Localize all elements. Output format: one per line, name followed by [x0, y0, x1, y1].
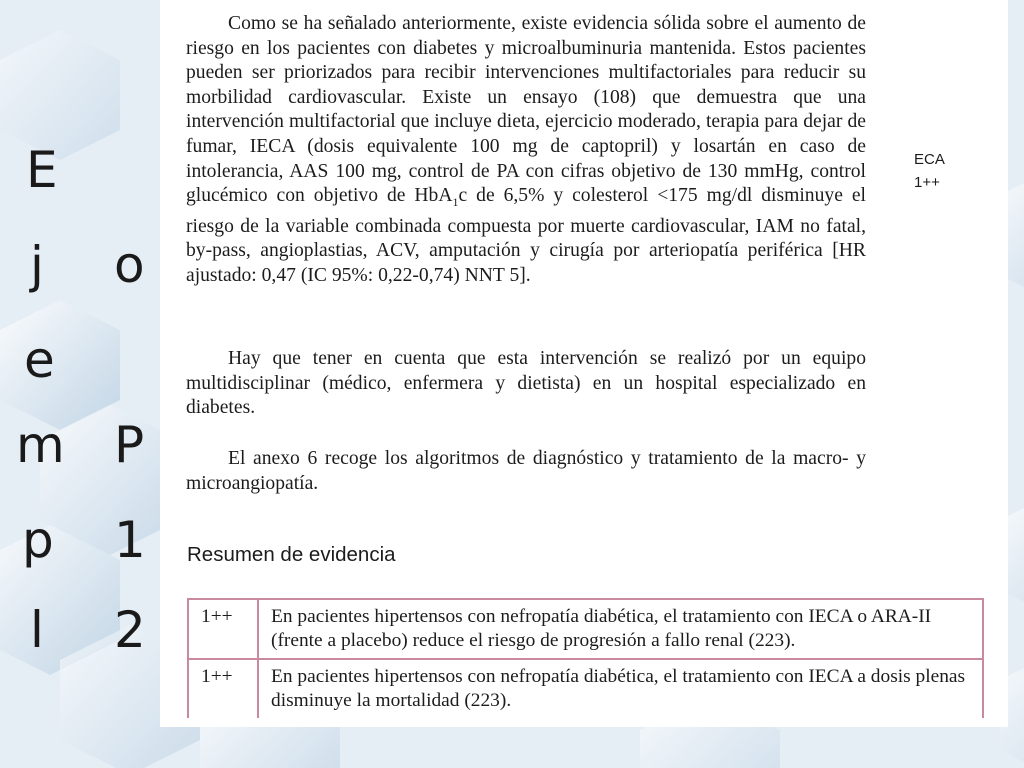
paragraph-annex: El anexo 6 recoge los algoritmos de diagnóstico y tratamiento de la macro- y microangiopatía. — [186, 448, 866, 494]
subscript: 1 — [452, 195, 459, 210]
paragraph-text: Como se ha señalado anteriormente, existe evidencia sólida sobre el aumento de riesgo en los pacientes con diabetes y microalbuminuria mantenida. Estos pacientes pueden ser priorizados para recibir intervenciones multifactoriales para reducir su morbilidad cardiovascular. Existe un ensayo (108) que demuestra que una intervención multifactorial que incluye dieta, ejercicio moderado, terapia para dejar de fumar, IECA (dosis equivalente 100 mg de captopril) y losartán en caso de intolerancia, AAS 100 mg, control de PA con cifras objetivo de 130 mmHg, control glucémico con objetivo de HbA — [186, 13, 866, 207]
summary-title: Resumen de evidencia — [187, 543, 396, 566]
paragraph-team: Hay que tener en cuenta que esta intervención se realizó por un equipo multidisciplinar (médico, enfermera y dietista) en un hospital especializado en diabetes. — [186, 348, 866, 419]
document-page — [160, 0, 1008, 727]
side-letter: P — [114, 416, 145, 474]
evidence-text: En pacientes hipertensos con nefropatía diabética, el tratamiento con IECA o ARA-II (frente a placebo) reduce el riesgo de progresión a fallo renal (223). — [258, 599, 983, 659]
side-letter: e — [24, 331, 55, 389]
evidence-level: 1++ — [188, 659, 258, 718]
evidence-level-box — [912, 148, 945, 194]
paragraph-text: c de 6,5% y colesterol <175 mg/dl disminuye el riesgo de la variable combinada compuesta por muerte cardiovascular, IAM no fatal, by-pass, angioplastias, ACV, amputación y cirugía por arteriopatía periférica [HR ajustado: 0,47 (IC 95%: 0,22-0,74) NNT 5]. — [186, 185, 866, 286]
side-letter: m — [16, 416, 65, 474]
side-letter: E — [26, 141, 58, 199]
table-row — [188, 599, 983, 659]
evidence-table — [187, 598, 984, 718]
evidence-level: 1++ — [188, 599, 258, 659]
side-letter: 1 — [114, 511, 146, 569]
side-letter: 2 — [114, 601, 146, 659]
eca-label: ECA — [914, 151, 945, 168]
table-row — [188, 659, 983, 718]
side-letter: l — [30, 601, 44, 659]
eca-level: 1++ — [914, 174, 940, 191]
paragraph-intervention — [186, 12, 866, 288]
side-letter: p — [22, 511, 54, 569]
side-letter: j — [30, 236, 44, 294]
side-letter: o — [114, 236, 145, 294]
evidence-text: En pacientes hipertensos con nefropatía diabética, el tratamiento con IECA a dosis plenas disminuye la mortalidad (223). — [258, 659, 983, 718]
